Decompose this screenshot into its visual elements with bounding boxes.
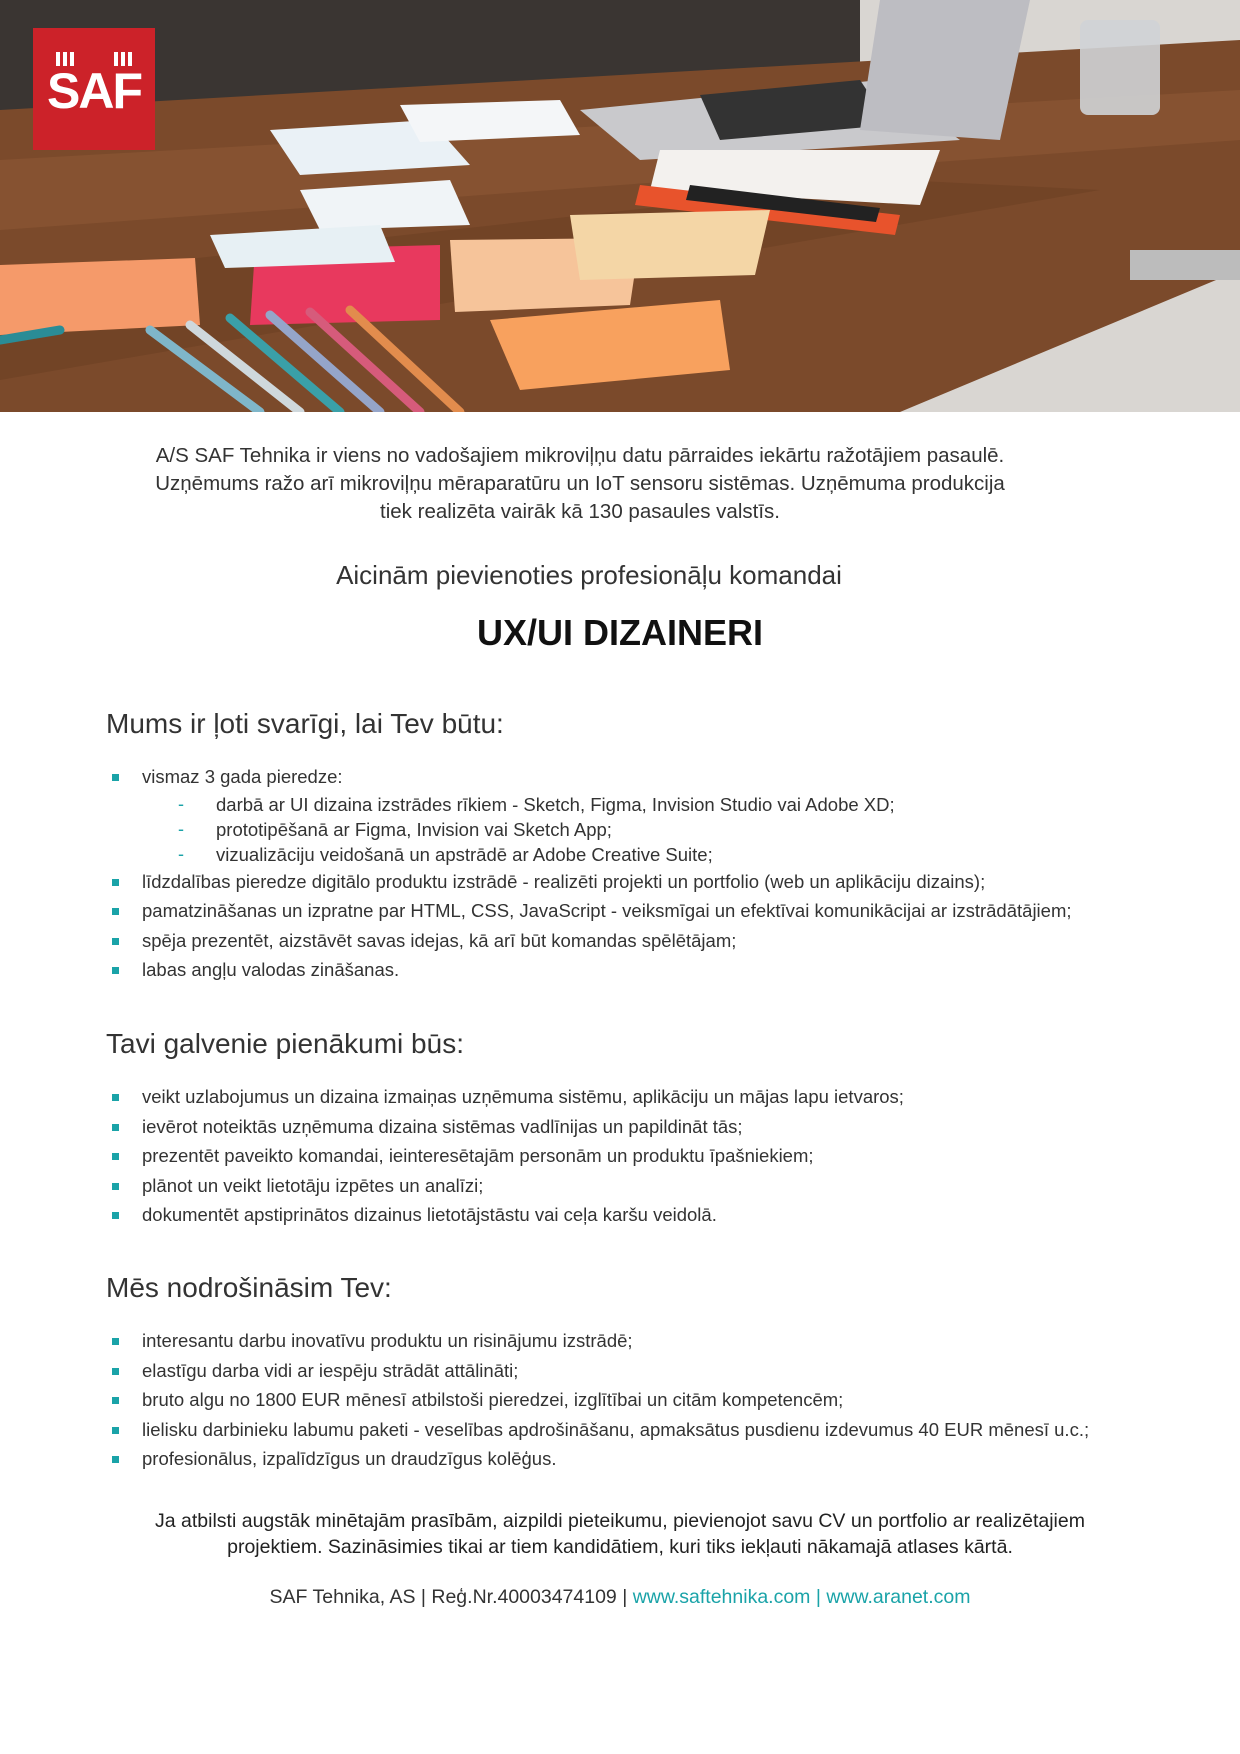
aranet-link[interactable]: www.aranet.com <box>826 1586 971 1608</box>
saftehnika-link[interactable]: www.saftehnika.com <box>632 1586 811 1608</box>
hero-photo <box>0 0 1240 412</box>
sub-list-item: - vizualizāciju veidošanā un apstrādē ar Adobe Creative Suite; <box>142 842 1216 867</box>
intro-line: tiek realizēta vairāk kā 130 pasaules valstīs. <box>380 500 780 523</box>
company-intro <box>100 442 1060 526</box>
list-item: līdzdalības pieredze digitālo produktu izstrādē - realizēti projekti un portfolio (web un aplikāciju dizains); <box>106 867 1216 897</box>
list-item: plānot un veikt lietotāju izpētes un analīzi; <box>106 1171 1216 1201</box>
logo-wordmark: SAF <box>47 63 141 119</box>
saf-logo <box>33 28 155 150</box>
company-footer <box>0 1586 1240 1609</box>
company-registration: SAF Tehnika, AS | Reģ.Nr.40003474109 | <box>269 1586 633 1608</box>
invitation-text: Aicinām pievienoties profesionāļu komandai <box>336 560 842 590</box>
list-item: veikt uzlabojumus un dizaina izmaiņas uzņēmuma sistēmu, aplikāciju un mājas lapu ietvaros; <box>106 1082 1216 1112</box>
offer-heading: Mēs nodrošināsim Tev: <box>106 1272 392 1303</box>
requirements-list <box>106 762 1216 985</box>
closing-line: Ja atbilsti augstāk minētajām prasībām, aizpildi pieteikumu, pievienojot savu CV un portfolio ar realizētajiem <box>155 1510 1085 1532</box>
list-item: prezentēt paveikto komandai, ieinteresētajām personām un produktu īpašniekiem; <box>106 1141 1216 1171</box>
sub-list-item: - darbā ar UI dizaina izstrādes rīkiem - Sketch, Figma, Invision Studio vai Adobe XD; <box>142 792 1216 817</box>
list-item: interesantu darbu inovatīvu produktu un risinājumu izstrādē; <box>106 1326 1216 1356</box>
list-item: labas angļu valodas zināšanas. <box>106 955 1216 985</box>
offer-list <box>106 1326 1216 1474</box>
duties-heading: Tavi galvenie pienākumi būs: <box>106 1028 464 1059</box>
link-separator: | <box>810 1586 827 1608</box>
list-item-text: vismaz 3 gada pieredze: <box>142 766 343 787</box>
list-item <box>106 762 1216 867</box>
requirements-heading: Mums ir ļoti svarīgi, lai Tev būtu: <box>106 708 504 739</box>
duties-list <box>106 1082 1216 1230</box>
closing-line: projektiem. Sazināsimies tikai ar tiem kandidātiem, kuri tiks iekļauti nākamajā atlases kārtā. <box>227 1536 1013 1558</box>
experience-sublist <box>142 792 1216 867</box>
list-item: lielisku darbinieku labumu paketi - veselības apdrošināšanu, apmaksātus pusdienu izdevumus 40 EUR mēnesī u.c.; <box>106 1415 1216 1445</box>
list-item: bruto algu no 1800 EUR mēnesī atbilstoši pieredzei, izglītībai un citām kompetencēm; <box>106 1385 1216 1415</box>
intro-line: A/S SAF Tehnika ir viens no vadošajiem mikroviļņu datu pārraides iekārtu ražotājiem pasaulē. <box>155 444 1005 467</box>
application-instructions <box>100 1508 1140 1560</box>
position-title: UX/UI DIZAINERI <box>476 612 763 653</box>
intro-line: Uzņēmums ražo arī mikroviļņu mēraparatūru un IoT sensoru sistēmas. Uzņēmuma produkcija <box>155 472 1005 495</box>
list-item: elastīgu darba vidi ar iespēju strādāt attālināti; <box>106 1356 1216 1386</box>
list-item: spēja prezentēt, aizstāvēt savas idejas, kā arī būt komandas spēlētājam; <box>106 926 1216 956</box>
list-item: pamatzināšanas un izpratne par HTML, CSS, JavaScript - veiksmīgai un efektīvai komunikācijai ar izstrādātājiem; <box>106 896 1216 926</box>
list-item: ievērot noteiktās uzņēmuma dizaina sistēmas vadlīnijas un papildināt tās; <box>106 1112 1216 1142</box>
list-item: profesionālus, izpalīdzīgus un draudzīgus kolēģus. <box>106 1444 1216 1474</box>
sub-list-item: - prototipēšanā ar Figma, Invision vai Sketch App; <box>142 817 1216 842</box>
hero-photo-illustration <box>0 0 1240 412</box>
list-item: dokumentēt apstiprinātos dizainus lietotājstāstu vai ceļa karšu veidolā. <box>106 1200 1216 1230</box>
